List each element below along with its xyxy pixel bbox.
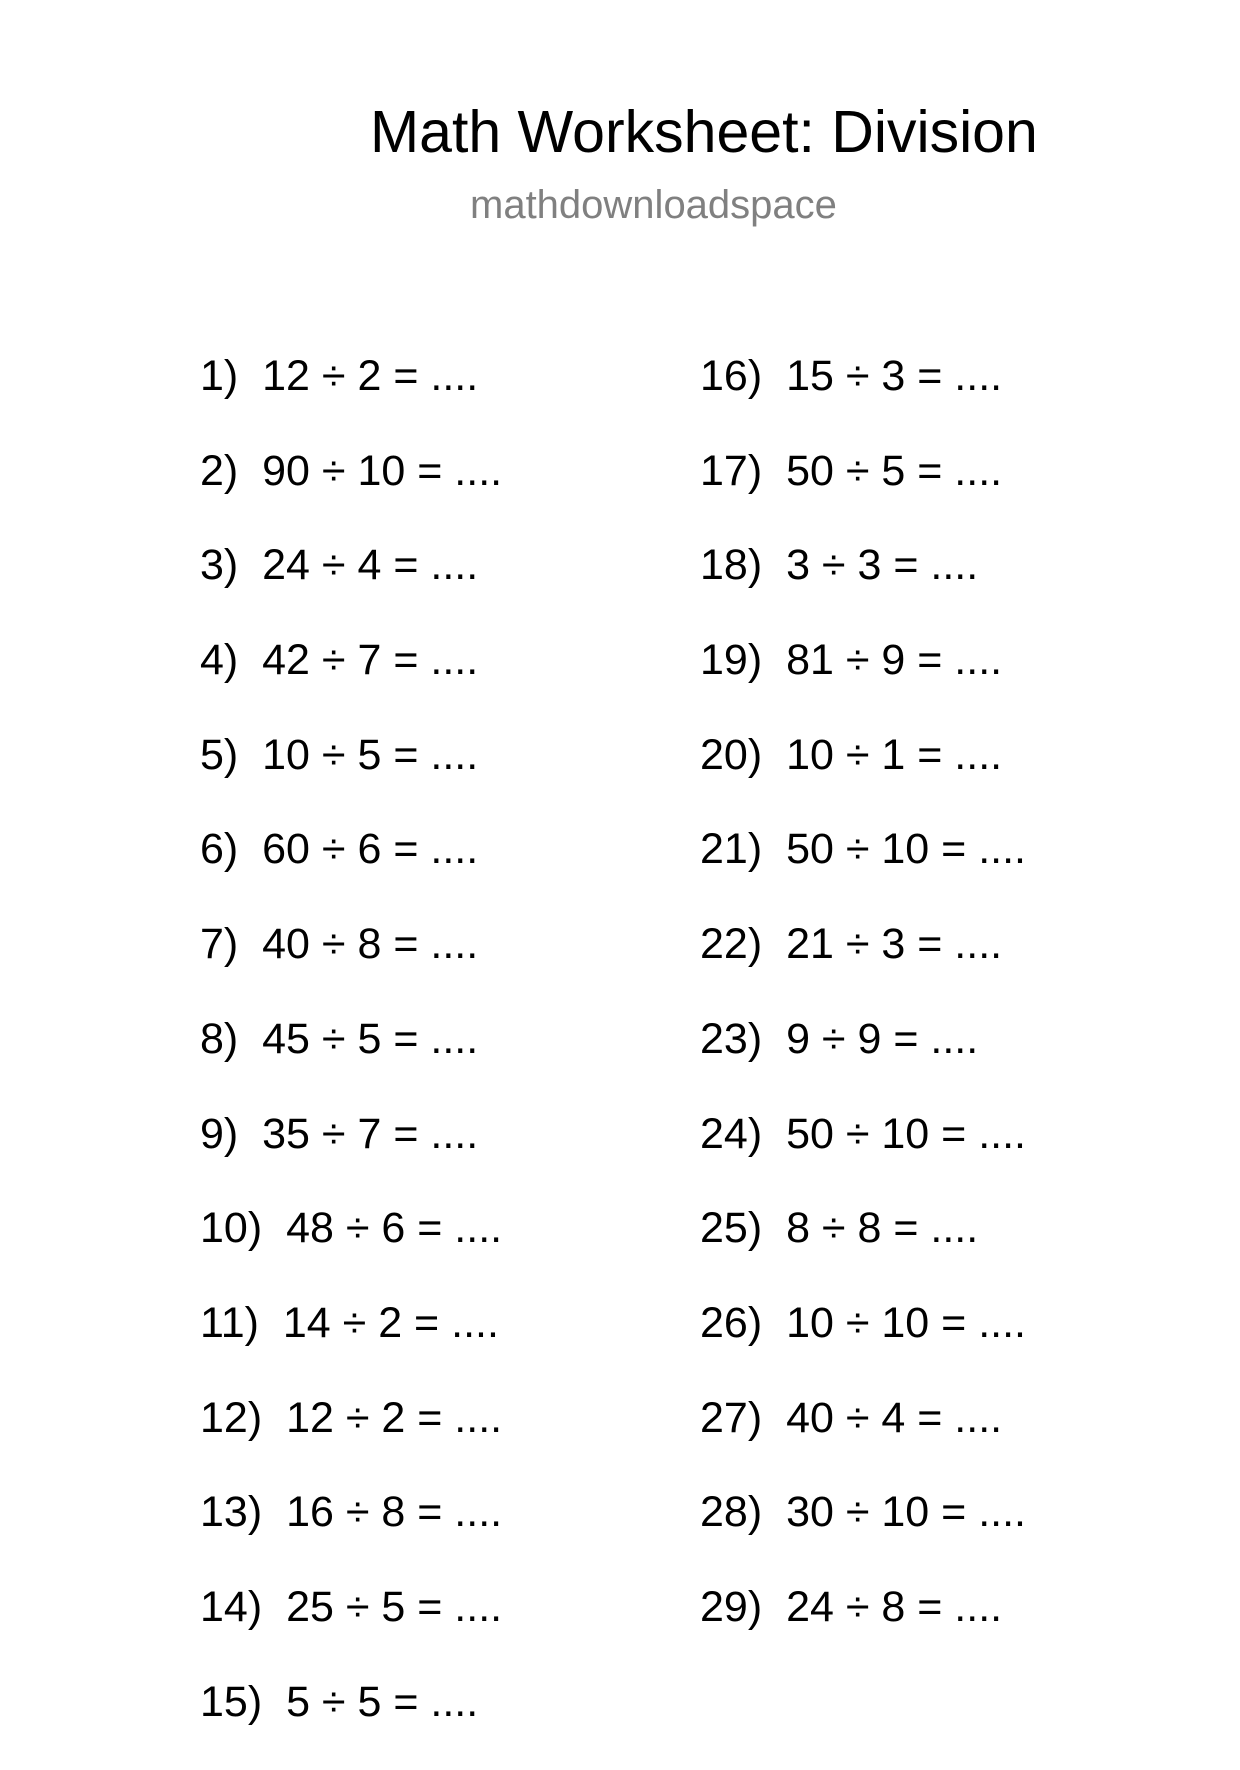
- problem-number: 27): [700, 1393, 763, 1442]
- problem-expression: 10 ÷ 5 = ....: [262, 730, 479, 779]
- problem-expression: 24 ÷ 8 = ....: [786, 1582, 1003, 1631]
- problem-item: [700, 1581, 1026, 1676]
- problem-expression: 42 ÷ 7 = ....: [262, 636, 479, 685]
- problem-number: 7): [200, 920, 239, 969]
- problem-number: 29): [700, 1582, 763, 1631]
- problem-expression: 81 ÷ 9 = ....: [786, 636, 1003, 685]
- problem-expression: 45 ÷ 5 = ....: [262, 1014, 479, 1063]
- problem-number: 28): [700, 1488, 763, 1537]
- problem-expression: 35 ÷ 7 = ....: [262, 1109, 479, 1158]
- problem-item: [700, 918, 1026, 1013]
- problem-expression: 8 ÷ 8 = ....: [786, 1204, 979, 1253]
- problem-expression: 9 ÷ 9 = ....: [786, 1014, 979, 1063]
- problem-expression: 12 ÷ 2 = ....: [286, 1393, 503, 1442]
- problem-item: [700, 1486, 1026, 1581]
- problem-number: 4): [200, 636, 239, 685]
- problem-expression: 50 ÷ 10 = ....: [786, 825, 1027, 874]
- problem-number: 22): [700, 920, 763, 969]
- problem-item: [200, 1202, 502, 1297]
- problem-item: [200, 350, 502, 445]
- problem-item: [200, 445, 502, 540]
- problem-item: [700, 634, 1026, 729]
- problem-expression: 12 ÷ 2 = ....: [262, 352, 479, 400]
- problem-expression: 60 ÷ 6 = ....: [262, 825, 479, 874]
- problem-expression: 40 ÷ 4 = ....: [786, 1393, 1003, 1442]
- problem-number: 15): [200, 1677, 263, 1726]
- problem-column-left: [200, 350, 502, 1770]
- problem-item: [200, 1581, 502, 1676]
- problem-expression: 14 ÷ 2 = ....: [282, 1298, 499, 1347]
- problem-number: 2): [200, 446, 239, 495]
- problem-expression: 40 ÷ 8 = ....: [262, 920, 479, 969]
- problem-item: [700, 1392, 1026, 1487]
- problem-number: 5): [200, 730, 239, 779]
- problem-expression: 5 ÷ 5 = ....: [286, 1677, 479, 1726]
- problem-item: [200, 729, 502, 824]
- problem-number: 17): [700, 446, 763, 495]
- problem-number: 13): [200, 1488, 263, 1537]
- problem-expression: 50 ÷ 10 = ....: [786, 1109, 1027, 1158]
- problem-item: [700, 823, 1026, 918]
- problem-expression: 10 ÷ 1 = ....: [786, 730, 1003, 779]
- problem-item: [200, 918, 502, 1013]
- problem-number: 25): [700, 1204, 763, 1253]
- problem-number: 1): [200, 352, 239, 400]
- problem-number: 24): [700, 1109, 763, 1158]
- problem-number: 23): [700, 1014, 763, 1063]
- problem-expression: 90 ÷ 10 = ....: [262, 446, 503, 495]
- problem-expression: 16 ÷ 8 = ....: [286, 1488, 503, 1537]
- problem-expression: 24 ÷ 4 = ....: [262, 541, 479, 590]
- problem-number: 9): [200, 1109, 239, 1158]
- problem-item: [200, 1108, 502, 1203]
- problem-expression: 25 ÷ 5 = ....: [286, 1582, 503, 1631]
- problem-expression: 3 ÷ 3 = ....: [786, 541, 979, 590]
- problem-item: [200, 1392, 502, 1487]
- problem-expression: 21 ÷ 3 = ....: [786, 920, 1003, 969]
- problem-item: [700, 1108, 1026, 1203]
- problem-item: [200, 823, 502, 918]
- problem-number: 12): [200, 1393, 263, 1442]
- problem-number: 26): [700, 1298, 763, 1347]
- page-subtitle: mathdownloadspace: [470, 183, 837, 227]
- problem-expression: 50 ÷ 5 = ....: [786, 446, 1003, 495]
- problem-expression: 48 ÷ 6 = ....: [286, 1204, 503, 1253]
- problem-expression: 15 ÷ 3 = ....: [786, 352, 1003, 400]
- problem-number: 19): [700, 636, 763, 685]
- page-title: Math Worksheet: Division: [370, 99, 1038, 165]
- problem-item: [700, 1202, 1026, 1297]
- problem-expression: 30 ÷ 10 = ....: [786, 1488, 1027, 1537]
- problem-item: [200, 1013, 502, 1108]
- problem-number: 11): [200, 1298, 259, 1347]
- problem-number: 18): [700, 541, 763, 590]
- problem-item: [200, 1676, 502, 1770]
- problem-number: 3): [200, 541, 239, 590]
- problem-item: [700, 445, 1026, 540]
- problem-item: [200, 539, 502, 634]
- problem-item: [200, 1297, 502, 1392]
- problem-item: [700, 729, 1026, 824]
- problem-number: 20): [700, 730, 763, 779]
- problem-item: [200, 1486, 502, 1581]
- problem-number: 6): [200, 825, 239, 874]
- problem-column-right: [700, 350, 1026, 1676]
- problem-item: [700, 350, 1026, 445]
- problem-number: 14): [200, 1582, 263, 1631]
- problem-number: 8): [200, 1014, 239, 1063]
- problem-number: 10): [200, 1204, 263, 1253]
- problem-number: 16): [700, 352, 763, 400]
- problem-item: [700, 539, 1026, 634]
- problem-item: [700, 1297, 1026, 1392]
- problem-item: [200, 634, 502, 729]
- problem-item: [700, 1013, 1026, 1108]
- problem-expression: 10 ÷ 10 = ....: [786, 1298, 1027, 1347]
- problem-number: 21): [700, 825, 763, 874]
